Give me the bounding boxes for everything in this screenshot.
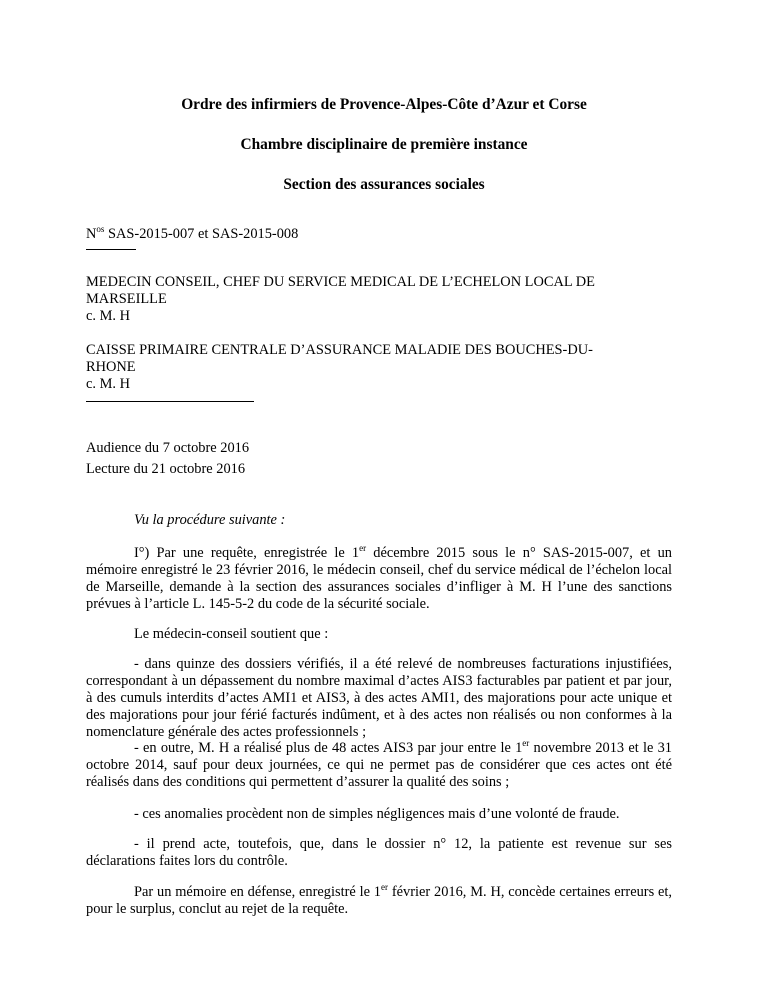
lecture-date: Lecture du 21 octobre 2016 xyxy=(86,461,246,477)
title-order: Ordre des infirmiers de Provence-Alpes-Côte d’Azur et Corse xyxy=(181,96,587,113)
title-chamber: Chambre disciplinaire de première instance xyxy=(240,136,528,153)
paragraph-claim-2: - en outre, M. H a réalisé plus de 48 actes AIS3 par jour entre le 1er novembre 2013 et le 31 octobre 2014, sauf pour deux journées, ce qui ne permet pas de considérer que ces actes ont été réalisés dans des conditions qui permettent d’assurer la qualité des soins ; xyxy=(86,738,672,790)
title-section: Section des assurances sociales xyxy=(283,176,485,193)
separator-short xyxy=(86,249,136,250)
procedure-intro: Vu la procédure suivante : xyxy=(134,512,286,528)
paragraph-request: I°) Par une requête, enregistrée le 1er décembre 2015 sous le n° SAS-2015-007, et un mémoire enregistré le 23 février 2016, le médecin conseil, chef du service médical de l’échelon local de Marseille, demande à la section des assurances sociales d’infliger à M. H l’une des sanctions prévues à l’article L. 145-5-2 du code de la sécurité sociale. xyxy=(86,543,673,612)
party-1: MEDECIN CONSEIL, CHEF DU SERVICE MEDICAL DE L’ECHELON LOCAL DE MARSEILLE c. M. H xyxy=(86,274,595,324)
paragraph-defense: Par un mémoire en défense, enregistré le 1er février 2016, M. H, concède certaines erreurs et, pour le surplus, conclut au rejet de la requête. xyxy=(86,882,673,917)
paragraph-claim-1: - dans quinze des dossiers vérifiés, il a été relevé de nombreuses facturations injustifiées, correspondant à un dépassement du nombre maximal d’actes AIS3 facturables par patient et par jour, à des cumuls interdits d’actes AMI1 et AIS3, à des actes AMI1, des majorations pour acte unique et des majorations pour jour férié facturés indûment, et à des actes non réalisés ou non conformes à la nomenclature générale des actes professionnels ; xyxy=(86,656,672,740)
party-2: CAISSE PRIMAIRE CENTRALE D’ASSURANCE MALADIE DES BOUCHES-DU- RHONE c. M. H xyxy=(86,342,672,402)
paragraph-claims-intro: Le médecin-conseil soutient que : xyxy=(134,626,329,642)
paragraph-claim-3: - ces anomalies procèdent non de simples négligences mais d’une volonté de fraude. xyxy=(134,806,620,822)
audience-date: Audience du 7 octobre 2016 xyxy=(86,440,250,456)
paragraph-claim-4: - il prend acte, toutefois, que, dans le dossier n° 12, la patiente est revenue sur ses déclarations faites lors du contrôle. xyxy=(86,836,672,869)
case-numbers: $N^{os}$ SAS-2015-007 et SAS-2015-008 xyxy=(86,226,672,250)
hearing-dates xyxy=(86,440,672,478)
separator-long xyxy=(86,401,254,402)
